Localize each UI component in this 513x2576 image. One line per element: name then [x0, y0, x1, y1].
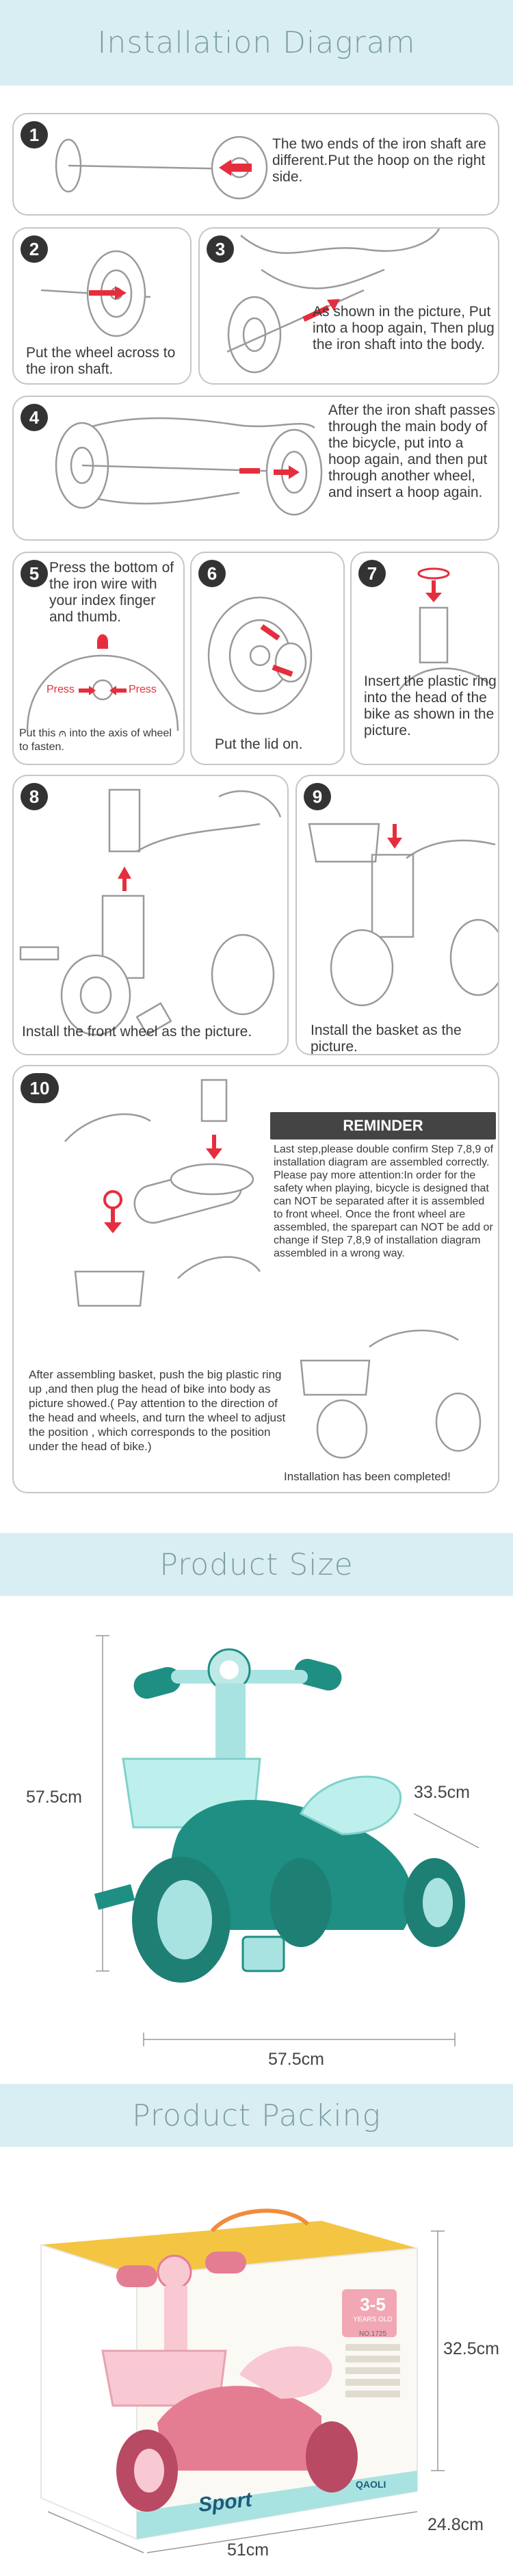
section-title-installation: Installation Diagram: [97, 25, 416, 60]
reminder-title: REMINDER: [270, 1112, 496, 1139]
wheel-lid-illustration: [192, 553, 345, 765]
reminder-body: Last step,please double confirm Step 7,8,9 of installation diagram are assembled correctly. Please pay more attention:In order for the safety when playing, bicycle is designed that can NOT be separated after it is assembled to front wheel. Once the front wheel are assembled, the sparepart can NOT be add or change if Step 7,8,9 of installation diagram assembled in a wrong way.: [274, 1144, 494, 1259]
step-number: 5: [21, 560, 48, 587]
step-1-card: [12, 113, 499, 216]
box-age-unit: YEARS OLD: [353, 2316, 393, 2323]
step-9-card: [295, 775, 499, 1055]
box-logo-text: QAOLI: [356, 2479, 386, 2490]
front-wheel-illustration: [14, 776, 289, 1055]
press-right-label: Press: [129, 684, 157, 695]
step-number: 6: [198, 560, 226, 587]
step-8-text: Install the front wheel as the picture.: [22, 1024, 252, 1040]
step-7-card: [350, 552, 499, 765]
step-6-card: [190, 552, 345, 765]
step-2-text: Put the wheel across to the iron shaft.: [26, 345, 176, 377]
step-number: 9: [304, 783, 331, 810]
step-number: 7: [358, 560, 386, 587]
press-left-label: Press: [47, 684, 75, 695]
step-3-card: [198, 227, 499, 385]
step-1-text: The two ends of the iron shaft are different.Put the hoop on the right side.: [272, 136, 486, 185]
box-brand-name: Sport: [197, 2488, 253, 2517]
section-header-packing: [0, 2084, 513, 2147]
step-5-card: [12, 552, 185, 765]
step-2-card: [12, 227, 192, 385]
step-7-text: Insert the plastic ring into the head of the bike as shown in the picture.: [364, 673, 497, 738]
packing-height-label: 32.5cm: [443, 2339, 499, 2358]
packing-depth-label: 24.8cm: [428, 2515, 484, 2534]
step-5-text: Press the bottom of the iron wire with your index finger and thumb.: [49, 560, 174, 625]
size-length-label: 57.5cm: [268, 2050, 324, 2069]
step-4-card: [12, 396, 499, 541]
installation-complete-text: Installation has been completed!: [284, 1470, 451, 1483]
size-width-label: 33.5cm: [414, 1783, 470, 1802]
size-height-label: 57.5cm: [26, 1788, 82, 1807]
step-number: 4: [21, 404, 48, 431]
step-number: 10: [21, 1073, 59, 1103]
step-number: 3: [207, 235, 234, 263]
step-10-text: After assembling basket, push the big plastic ring up ,and then plug the head of bike into body as picture showed.( Pay attention to the direction of the head and wheels, and turn the wheel to adjust the position , which corresponds to the position under the head of bike.): [29, 1368, 286, 1453]
tricycle-product-photo: [0, 1608, 513, 2101]
packing-length-label: 51cm: [227, 2540, 269, 2560]
step-5-note: Put this ⩀ into the axis of wheel to fasten.: [19, 727, 172, 753]
box-model-badge: NO.1725: [358, 2330, 387, 2338]
basket-illustration: [297, 776, 499, 1055]
step-6-text: Put the lid on.: [215, 736, 303, 752]
step-number: 1: [21, 121, 48, 149]
section-title-size: Product Size: [159, 1547, 354, 1582]
section-header-installation: [0, 0, 513, 86]
step-8-card: [12, 775, 289, 1055]
section-header-size: [0, 1533, 513, 1596]
step-number: 8: [21, 783, 48, 810]
box-age-range: 3-5: [360, 2294, 386, 2315]
step-number: 2: [21, 235, 48, 263]
step-3-text: As shown in the picture, Put into a hoop again, Then plug the iron shaft into the body.: [313, 304, 495, 352]
step-4-text: After the iron shaft passes through the main body of the bicycle, put into a hoop again, and then put through another wheel, and insert a hoop again.: [328, 402, 495, 500]
product-box-photo: [0, 2169, 513, 2553]
step-9-text: Install the basket as the picture.: [311, 1022, 462, 1055]
section-title-packing: Product Packing: [132, 2098, 381, 2133]
